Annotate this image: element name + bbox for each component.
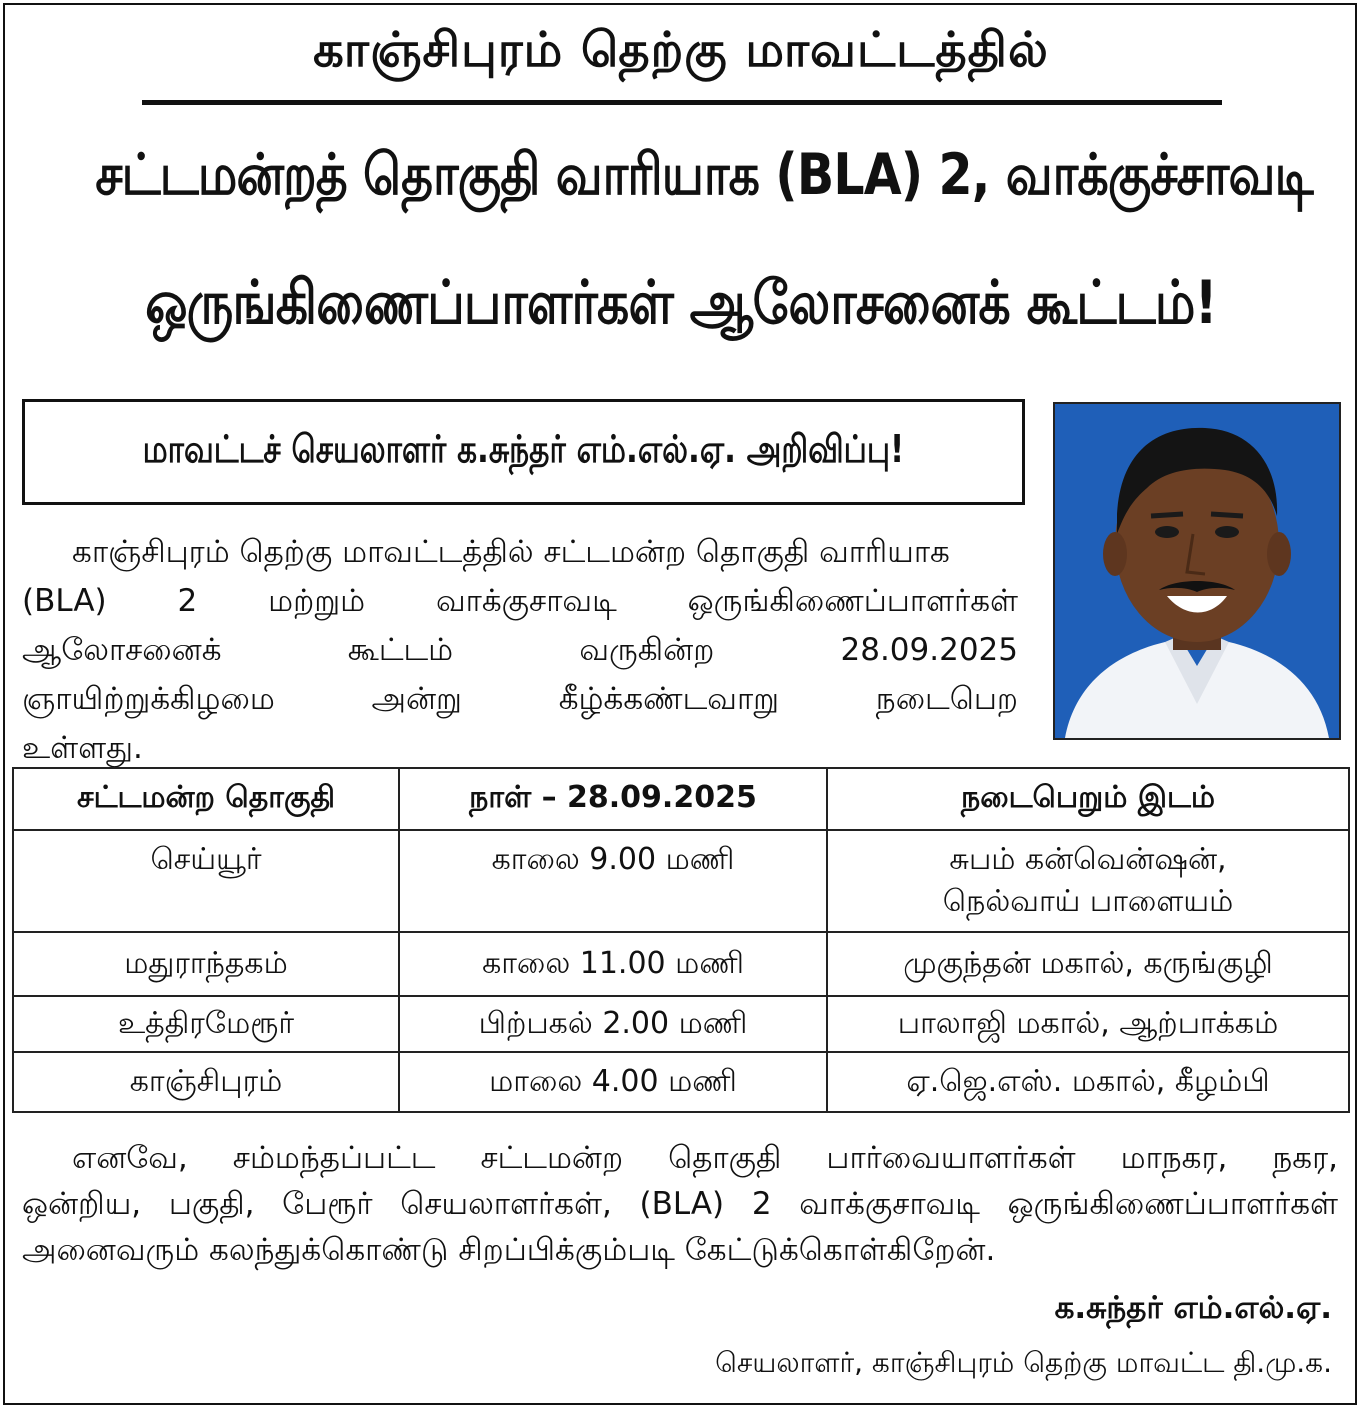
cell-constituency: செய்யூர் xyxy=(13,830,399,932)
header-venue: நடைபெறும் இடம் xyxy=(827,768,1349,830)
closing-paragraph xyxy=(22,1135,1338,1273)
intro-line: ஞாயிற்றுக்கிழமை அன்று கீழ்க்கண்டவாறு நடைபெற xyxy=(22,681,1018,717)
announcement-box xyxy=(22,399,1025,505)
cell-constituency: மதுராந்தகம் xyxy=(13,932,399,996)
table-row xyxy=(13,996,1349,1052)
portrait-illustration xyxy=(1055,404,1339,738)
cell-constituency: உத்திரமேரூர் xyxy=(13,996,399,1052)
cell-venue: பாலாஜி மகால், ஆற்பாக்கம் xyxy=(827,996,1349,1052)
table-row xyxy=(13,830,1349,932)
table-row xyxy=(13,932,1349,996)
secretary-portrait xyxy=(1053,402,1341,740)
header-constituency: சட்டமன்ற தொகுதி xyxy=(13,768,399,830)
header-underline xyxy=(142,100,1222,105)
intro-paragraph xyxy=(22,528,1018,773)
cell-time: காலை 11.00 மணி xyxy=(399,932,827,996)
closing-line: ஒன்றிய, பகுதி, பேரூர் செயலாளர்கள், (BLA) 2 வாக்குசாவடி ஒருங்கிணைப்பாளர்கள் xyxy=(22,1186,1338,1222)
cell-constituency: காஞ்சிபுரம் xyxy=(13,1052,399,1112)
cell-venue: ஏ.ஜெ.எஸ். மகால், கீழம்பி xyxy=(827,1052,1349,1112)
signature-title: செயலாளர், காஞ்சிபுரம் தெற்கு மாவட்ட தி.மு.க. xyxy=(715,1346,1332,1379)
cell-time: பிற்பகல் 2.00 மணி xyxy=(399,996,827,1052)
header-district: காஞ்சிபுரம் தெற்கு மாவட்டத்தில் xyxy=(313,22,1049,78)
intro-line: உள்ளது. xyxy=(22,730,143,766)
table-row xyxy=(13,1052,1349,1112)
cell-time: காலை 9.00 மணி xyxy=(399,830,827,932)
closing-line: எனவே, சம்மந்தப்பட்ட சட்டமன்ற தொகுதி பார்வையாளர்கள் மாநகர, நகர, xyxy=(72,1140,1338,1176)
table-header-row xyxy=(13,768,1349,830)
intro-line: (BLA) 2 மற்றும் வாக்குசாவடி ஒருங்கிணைப்பாளர்கள் xyxy=(22,583,1018,619)
cell-venue: முகுந்தன் மகால், கருங்குழி xyxy=(827,932,1349,996)
venue-line: நெல்வாய் பாளையம் xyxy=(942,884,1234,919)
cell-venue xyxy=(827,830,1349,932)
cell-time: மாலை 4.00 மணி xyxy=(399,1052,827,1112)
meeting-schedule-table xyxy=(12,767,1350,1113)
closing-line: அனைவரும் கலந்துக்கொண்டு சிறப்பிக்கும்படி கேட்டுக்கொள்கிறேன். xyxy=(22,1232,996,1268)
announcement-heading: மாவட்டச் செயலாளர் க.சுந்தர் எம்.எல்.ஏ. அறிவிப்பு! xyxy=(142,427,905,471)
header-title-line2: ஒருங்கிணைப்பாளர்கள் ஆலோசனைக் கூட்டம்! xyxy=(145,268,1217,338)
header-date: நாள் – 28.09.2025 xyxy=(399,768,827,830)
header-title-line1: சட்டமன்றத் தொகுதி வாரியாக (BLA) 2, வாக்குச்சாவடி xyxy=(95,142,1313,208)
signature-name: க.சுந்தர் எம்.எல்.ஏ. xyxy=(1054,1290,1332,1326)
intro-line: ஆலோசனைக் கூட்டம் வருகின்ற 28.09.2025 xyxy=(22,632,1018,668)
venue-line: சுபம் கன்வென்ஷன், xyxy=(949,842,1227,877)
intro-line: காஞ்சிபுரம் தெற்கு மாவட்டத்தில் சட்டமன்ற தொகுதி வாரியாக xyxy=(72,534,950,570)
